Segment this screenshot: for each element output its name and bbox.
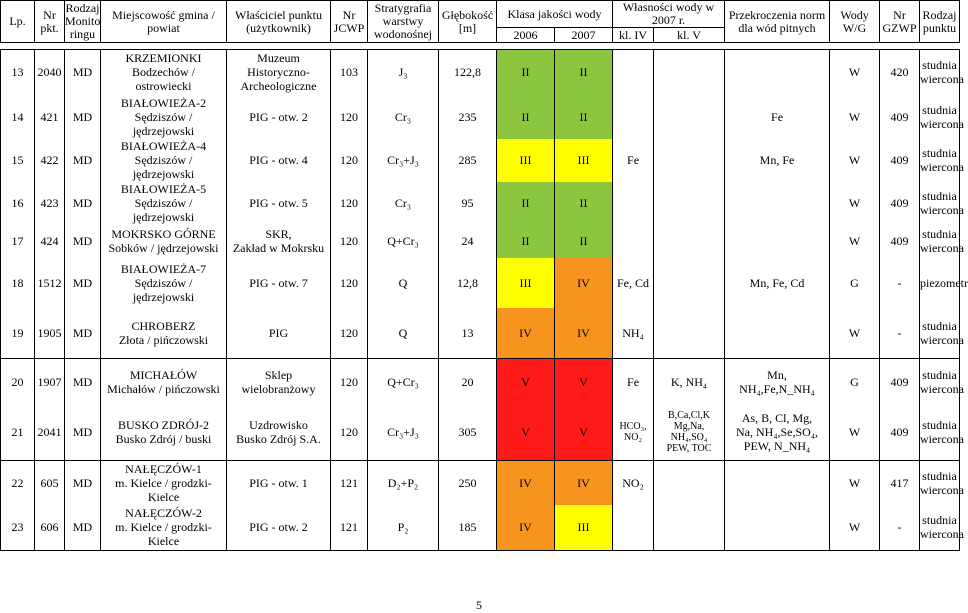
cell-kl-v	[654, 182, 725, 225]
cell-nr: 606	[35, 505, 65, 551]
cell-klasa-2006: V	[497, 405, 555, 461]
cell-wlasciciel: Sklep wielobranżowy	[227, 359, 331, 405]
header-glebokosc: Głębokość [m]	[439, 1, 497, 43]
cell-wg: W	[830, 405, 880, 461]
cell-lp: 21	[1, 405, 35, 461]
cell-rodzaj: studnia wiercona	[920, 139, 960, 182]
cell-jcwp: 120	[331, 359, 368, 405]
cell-lp: 22	[1, 461, 35, 505]
cell-mon: MD	[65, 461, 101, 505]
cell-strat: Q+Cr₃	[368, 359, 439, 405]
cell-strat: D₂+P₂	[368, 461, 439, 505]
cell-rodzaj: studnia wiercona	[920, 308, 960, 359]
cell-wlasciciel: PIG - otw. 2	[227, 505, 331, 551]
cell-kl-iv	[613, 225, 654, 258]
header-klasa-2006: 2006	[497, 28, 555, 43]
table-row	[1, 258, 960, 308]
cell-nr: 1907	[35, 359, 65, 405]
table-row	[1, 139, 960, 182]
cell-klasa-2006: IV	[497, 308, 555, 359]
cell-nr: 2040	[35, 50, 65, 95]
cell-strat: Q	[368, 258, 439, 308]
cell-kl-iv: NO₂	[613, 461, 654, 505]
cell-gzwp: 417	[880, 461, 920, 505]
cell-kl-v	[654, 139, 725, 182]
cell-gl: 24	[439, 225, 497, 258]
header-nr-gzwp: Nr GZWP	[880, 1, 920, 43]
cell-klasa-2006: II	[497, 50, 555, 95]
cell-kl-v	[654, 50, 725, 95]
cell-rodzaj: studnia wiercona	[920, 182, 960, 225]
cell-przekroczenia: As, B, Cl, Mg, Na, NH₄,Se,SO₄, PEW, N_NH₄	[725, 405, 830, 461]
cell-mon: MD	[65, 405, 101, 461]
header-przekroczenia: Przekroczenia norm dla wód pitnych	[725, 1, 830, 43]
cell-wg: W	[830, 182, 880, 225]
cell-wlasciciel: PIG - otw. 7	[227, 258, 331, 308]
cell-gl: 235	[439, 95, 497, 139]
cell-gl: 285	[439, 139, 497, 182]
cell-miejscowosc: BIAŁOWIEŻA-5 Sędziszów / jędrzejowski	[101, 182, 227, 225]
cell-kl-iv: HCO₃, NO₂	[613, 405, 654, 461]
cell-kl-iv: Fe, Cd	[613, 258, 654, 308]
cell-miejscowosc: BIAŁOWIEŻA-4 Sędziszów / jędrzejowski	[101, 139, 227, 182]
cell-nr: 605	[35, 461, 65, 505]
cell-kl-v	[654, 225, 725, 258]
header-nr-pkt: Nr pkt.	[35, 1, 65, 43]
cell-gzwp: 409	[880, 182, 920, 225]
cell-strat: Cr₃+J₃	[368, 139, 439, 182]
cell-gzwp: -	[880, 505, 920, 551]
cell-jcwp: 121	[331, 461, 368, 505]
cell-gl: 12,8	[439, 258, 497, 308]
cell-gzwp: 420	[880, 50, 920, 95]
cell-klasa-2007: III	[555, 505, 613, 551]
cell-strat: Q+Cr₃	[368, 225, 439, 258]
cell-mon: MD	[65, 182, 101, 225]
cell-wg: W	[830, 50, 880, 95]
table-header	[1, 1, 960, 50]
table-row	[1, 359, 960, 405]
cell-strat: Cr₃+J₃	[368, 405, 439, 461]
cell-jcwp: 120	[331, 182, 368, 225]
cell-jcwp: 120	[331, 405, 368, 461]
cell-wg: G	[830, 359, 880, 405]
cell-miejscowosc: BIAŁOWIEŻA-2 Sędziszów / jędrzejowski	[101, 95, 227, 139]
cell-wlasciciel: PIG - otw. 2	[227, 95, 331, 139]
cell-kl-v: B,Ca,Cl,K Mg,Na, NH₄,SO₄ PEW, TOC	[654, 405, 725, 461]
cell-przekroczenia: Fe	[725, 95, 830, 139]
cell-gzwp: 409	[880, 139, 920, 182]
cell-lp: 15	[1, 139, 35, 182]
cell-klasa-2007: V	[555, 405, 613, 461]
cell-lp: 20	[1, 359, 35, 405]
page-number: 5	[476, 598, 482, 612]
table-row	[1, 182, 960, 225]
cell-wlasciciel: Uzdrowisko Busko Zdrój S.A.	[227, 405, 331, 461]
cell-klasa-2006: II	[497, 225, 555, 258]
cell-miejscowosc: BUSKO ZDRÓJ-2 Busko Zdrój / buski	[101, 405, 227, 461]
cell-klasa-2007: IV	[555, 308, 613, 359]
cell-gl: 250	[439, 461, 497, 505]
cell-wlasciciel: Muzeum Historyczno- Archeologiczne	[227, 50, 331, 95]
cell-klasa-2006: IV	[497, 461, 555, 505]
cell-przekroczenia	[725, 308, 830, 359]
cell-strat: Cr₃	[368, 95, 439, 139]
cell-lp: 17	[1, 225, 35, 258]
cell-przekroczenia	[725, 461, 830, 505]
cell-nr: 424	[35, 225, 65, 258]
table-row	[1, 461, 960, 505]
cell-gzwp: 409	[880, 95, 920, 139]
cell-mon: MD	[65, 50, 101, 95]
table-row	[1, 405, 960, 461]
cell-klasa-2007: IV	[555, 461, 613, 505]
cell-wg: W	[830, 139, 880, 182]
cell-kl-iv: Fe	[613, 359, 654, 405]
cell-gzwp: -	[880, 258, 920, 308]
cell-lp: 19	[1, 308, 35, 359]
cell-klasa-2006: IV	[497, 505, 555, 551]
cell-wg: W	[830, 505, 880, 551]
cell-przekroczenia	[725, 182, 830, 225]
cell-gl: 13	[439, 308, 497, 359]
cell-jcwp: 120	[331, 308, 368, 359]
cell-rodzaj: studnia wiercona	[920, 95, 960, 139]
cell-miejscowosc: NAŁĘCZÓW-2 m. Kielce / grodzki- Kielce	[101, 505, 227, 551]
cell-jcwp: 120	[331, 139, 368, 182]
cell-wg: W	[830, 95, 880, 139]
header-rodzaj-punktu: Rodzaj punktu	[920, 1, 960, 43]
cell-wlasciciel: PIG - otw. 1	[227, 461, 331, 505]
cell-rodzaj: studnia wiercona	[920, 505, 960, 551]
cell-gl: 20	[439, 359, 497, 405]
cell-mon: MD	[65, 139, 101, 182]
table-row	[1, 225, 960, 258]
cell-kl-iv	[613, 505, 654, 551]
header-kl-v: kl. V	[654, 28, 725, 43]
cell-mon: MD	[65, 308, 101, 359]
cell-miejscowosc: CHROBERZ Złota / pińczowski	[101, 308, 227, 359]
cell-jcwp: 120	[331, 225, 368, 258]
cell-gl: 185	[439, 505, 497, 551]
cell-nr: 1905	[35, 308, 65, 359]
cell-strat: P₂	[368, 505, 439, 551]
table-body	[1, 50, 968, 551]
cell-kl-iv	[613, 50, 654, 95]
header-stratygrafia: Stratygrafia warstwy wodonośnej	[368, 1, 439, 43]
cell-rodzaj: studnia wiercona	[920, 50, 960, 95]
cell-klasa-2007: II	[555, 225, 613, 258]
cell-kl-v	[654, 505, 725, 551]
cell-klasa-2006: II	[497, 95, 555, 139]
cell-wg: W	[830, 308, 880, 359]
cell-kl-iv: Fe	[613, 139, 654, 182]
cell-rodzaj: piezometr	[920, 258, 960, 308]
header-wody-wg: Wody W/G	[830, 1, 880, 43]
cell-kl-iv	[613, 95, 654, 139]
cell-klasa-2006: III	[497, 139, 555, 182]
cell-strat: Q	[368, 308, 439, 359]
cell-nr: 421	[35, 95, 65, 139]
cell-nr: 423	[35, 182, 65, 225]
cell-wlasciciel: PIG - otw. 4	[227, 139, 331, 182]
header-rodzaj-monitoringu: Rodzaj Monito ringu	[65, 1, 101, 41]
header-nr-jcwp: Nr JCWP	[331, 1, 368, 43]
cell-gzwp: 409	[880, 359, 920, 405]
cell-nr: 1512	[35, 258, 65, 308]
cell-mon: MD	[65, 359, 101, 405]
cell-przekroczenia: Mn, Fe	[725, 139, 830, 182]
cell-przekroczenia	[725, 225, 830, 258]
table-row	[1, 50, 960, 95]
cell-wlasciciel: SKR, Zakład w Mokrsku	[227, 225, 331, 258]
cell-gl: 122,8	[439, 50, 497, 95]
cell-nr: 2041	[35, 405, 65, 461]
cell-wg: W	[830, 461, 880, 505]
table-row	[1, 95, 960, 139]
cell-lp: 16	[1, 182, 35, 225]
cell-wlasciciel: PIG	[227, 308, 331, 359]
cell-klasa-2006: II	[497, 182, 555, 225]
cell-klasa-2007: II	[555, 50, 613, 95]
cell-jcwp: 103	[331, 50, 368, 95]
cell-strat: J₃	[368, 50, 439, 95]
cell-wg: G	[830, 258, 880, 308]
cell-klasa-2006: V	[497, 359, 555, 405]
cell-kl-v	[654, 461, 725, 505]
cell-gzwp: 409	[880, 225, 920, 258]
cell-gl: 95	[439, 182, 497, 225]
cell-mon: MD	[65, 225, 101, 258]
cell-klasa-2007: II	[555, 95, 613, 139]
cell-mon: MD	[65, 505, 101, 551]
cell-lp: 14	[1, 95, 35, 139]
cell-wg: W	[830, 225, 880, 258]
cell-rodzaj: studnia wiercona	[920, 461, 960, 505]
cell-jcwp: 121	[331, 505, 368, 551]
cell-przekroczenia	[725, 505, 830, 551]
cell-jcwp: 120	[331, 258, 368, 308]
cell-gzwp: -	[880, 308, 920, 359]
header-miejscowosc: Miejscowość gmina / powiat	[101, 1, 227, 43]
cell-mon: MD	[65, 95, 101, 139]
cell-miejscowosc: NAŁĘCZÓW-1 m. Kielce / grodzki- Kielce	[101, 461, 227, 505]
cell-strat: Cr₃	[368, 182, 439, 225]
cell-gl: 305	[439, 405, 497, 461]
cell-kl-iv: NH₄	[613, 308, 654, 359]
header-kl-iv: kl. IV	[613, 28, 654, 43]
cell-przekroczenia: Mn, NH₄,Fe,N_NH₄	[725, 359, 830, 405]
cell-miejscowosc: BIAŁOWIEŻA-7 Sędziszów / jędrzejowski	[101, 258, 227, 308]
cell-nr: 422	[35, 139, 65, 182]
cell-miejscowosc: KRZEMIONKI Bodzechów / ostrowiecki	[101, 50, 227, 95]
header-klasa: Klasa jakości wody	[497, 1, 613, 28]
cell-klasa-2007: III	[555, 139, 613, 182]
cell-kl-iv	[613, 182, 654, 225]
cell-jcwp: 120	[331, 95, 368, 139]
cell-mon: MD	[65, 258, 101, 308]
cell-rodzaj: studnia wiercona	[920, 405, 960, 461]
cell-klasa-2006: III	[497, 258, 555, 308]
cell-kl-v: K, NH₄	[654, 359, 725, 405]
table-row	[1, 308, 960, 359]
cell-rodzaj: studnia wiercona	[920, 359, 960, 405]
cell-lp: 23	[1, 505, 35, 551]
header-lp: Lp.	[1, 1, 35, 43]
header-wlasnosci: Własności wody w 2007 r.	[613, 1, 725, 28]
cell-przekroczenia	[725, 50, 830, 95]
header-wlasciciel: Właściciel punktu (użytkownik)	[227, 1, 331, 43]
cell-miejscowosc: MOKRSKO GÓRNE Sobków / jędrzejowski	[101, 225, 227, 258]
cell-klasa-2007: V	[555, 359, 613, 405]
cell-przekroczenia: Mn, Fe, Cd	[725, 258, 830, 308]
cell-kl-v	[654, 95, 725, 139]
cell-kl-v	[654, 258, 725, 308]
cell-kl-v	[654, 308, 725, 359]
cell-miejscowosc: MICHAŁÓW Michałów / pińczowski	[101, 359, 227, 405]
cell-rodzaj: studnia wiercona	[920, 225, 960, 258]
cell-lp: 13	[1, 50, 35, 95]
cell-gzwp: 409	[880, 405, 920, 461]
table-row	[1, 505, 960, 551]
cell-klasa-2007: IV	[555, 258, 613, 308]
cell-lp: 18	[1, 258, 35, 308]
header-klasa-2007: 2007	[555, 28, 613, 43]
cell-klasa-2007: II	[555, 182, 613, 225]
cell-wlasciciel: PIG - otw. 5	[227, 182, 331, 225]
